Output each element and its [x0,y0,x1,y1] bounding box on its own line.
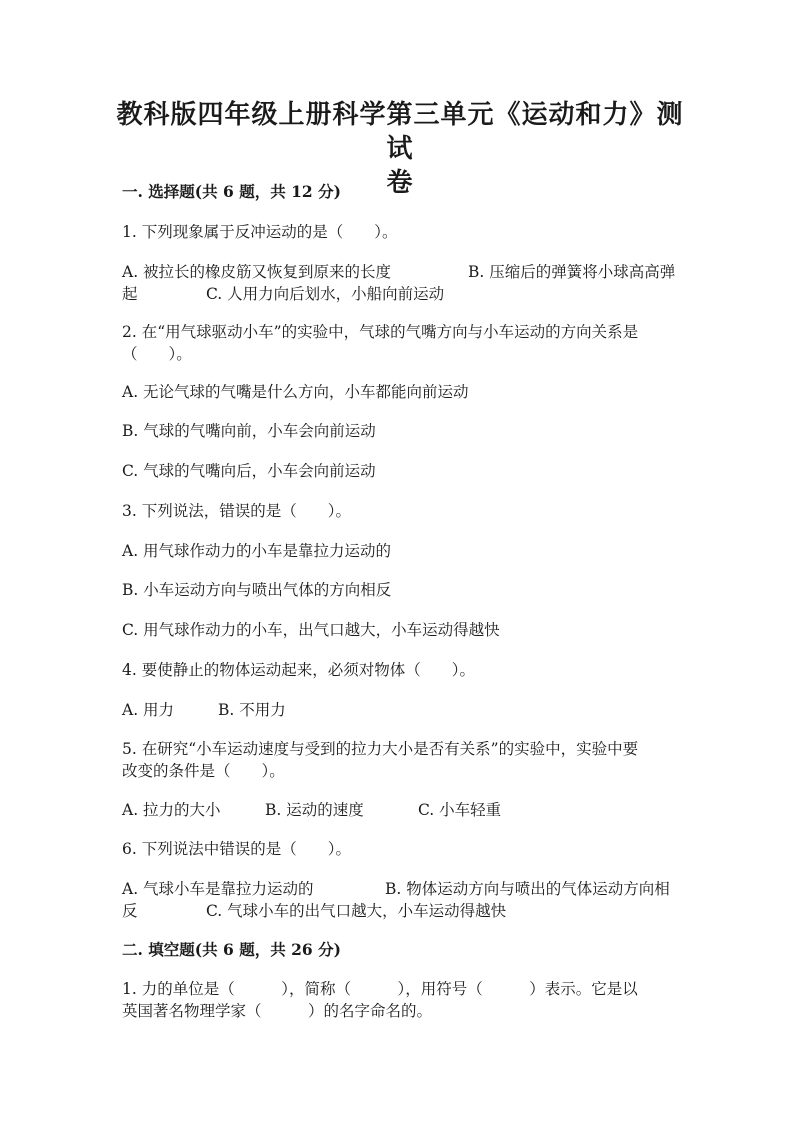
q5-stem-cont: 改变的条件是（ ）。 [122,762,285,780]
q1-option-a: A. 被拉长的橡皮筋又恢复到原来的长度 [122,263,392,281]
q2-stem-cont: （ ）。 [122,345,192,363]
q3-option-c: C. 用气球作动力的小车，出气口越大，小车运动得越快 [122,621,500,639]
q2-option-b: B. 气球的气嘴向前，小车会向前运动 [122,422,376,440]
q5-option-c: C. 小车轻重 [418,801,502,819]
q6-option-a: A. 气球小车是靠拉力运动的 [122,880,314,898]
q4-option-a: A. 用力 [122,701,175,719]
q5-stem: 5. 在研究“小车运动速度与受到的拉力大小是否有关系”的实验中，实验中要 [122,740,639,758]
q1-option-b-cont: 起 [122,285,138,303]
q6-option-b: B. 物体运动方向与喷出的气体运动方向相 [385,880,670,898]
section-heading-choice: 一. 选择题(共 6 题，共 12 分) [122,182,341,201]
title-line-2: 卷 [386,168,414,198]
q1-option-b: B. 压缩后的弹簧将小球高高弹 [468,263,676,281]
f1-line-2: 英国著名物理学家（ ）的名字命名的。 [122,1002,433,1020]
q1-option-c: C. 人用力向后划水，小船向前运动 [206,285,445,303]
q6-stem: 6. 下列说法中错误的是（ ）。 [122,840,351,858]
q3-option-b: B. 小车运动方向与喷出气体的方向相反 [122,581,392,599]
q2-stem: 2. 在“用气球驱动小车”的实验中，气球的气嘴方向与小车运动的方向关系是 [122,323,639,341]
q4-option-b: B. 不用力 [218,701,286,719]
section-heading-fill: 二. 填空题(共 6 题，共 26 分) [122,940,341,959]
q4-stem: 4. 要使静止的物体运动起来，必须对物体（ ）。 [122,661,475,679]
title-line-1: 教科版四年级上册科学第三单元《运动和力》测试 [116,100,684,164]
q5-option-a: A. 拉力的大小 [122,801,221,819]
q3-option-a: A. 用气球作动力的小车是靠拉力运动的 [122,542,392,560]
q5-option-b: B. 运动的速度 [265,801,364,819]
q3-stem: 3. 下列说法，错误的是（ ）。 [122,502,351,520]
q2-option-a: A. 无论气球的气嘴是什么方向，小车都能向前运动 [122,383,469,401]
q6-option-b-cont: 反 [122,902,138,920]
q6-option-c: C. 气球小车的出气口越大，小车运动得越快 [206,902,507,920]
q2-option-c: C. 气球的气嘴向后，小车会向前运动 [122,462,376,480]
q1-stem: 1. 下列现象属于反冲运动的是（ ）。 [122,223,398,241]
f1-line-1: 1. 力的单位是（ ），简称（ ），用符号（ ）表示。它是以 [122,980,638,998]
